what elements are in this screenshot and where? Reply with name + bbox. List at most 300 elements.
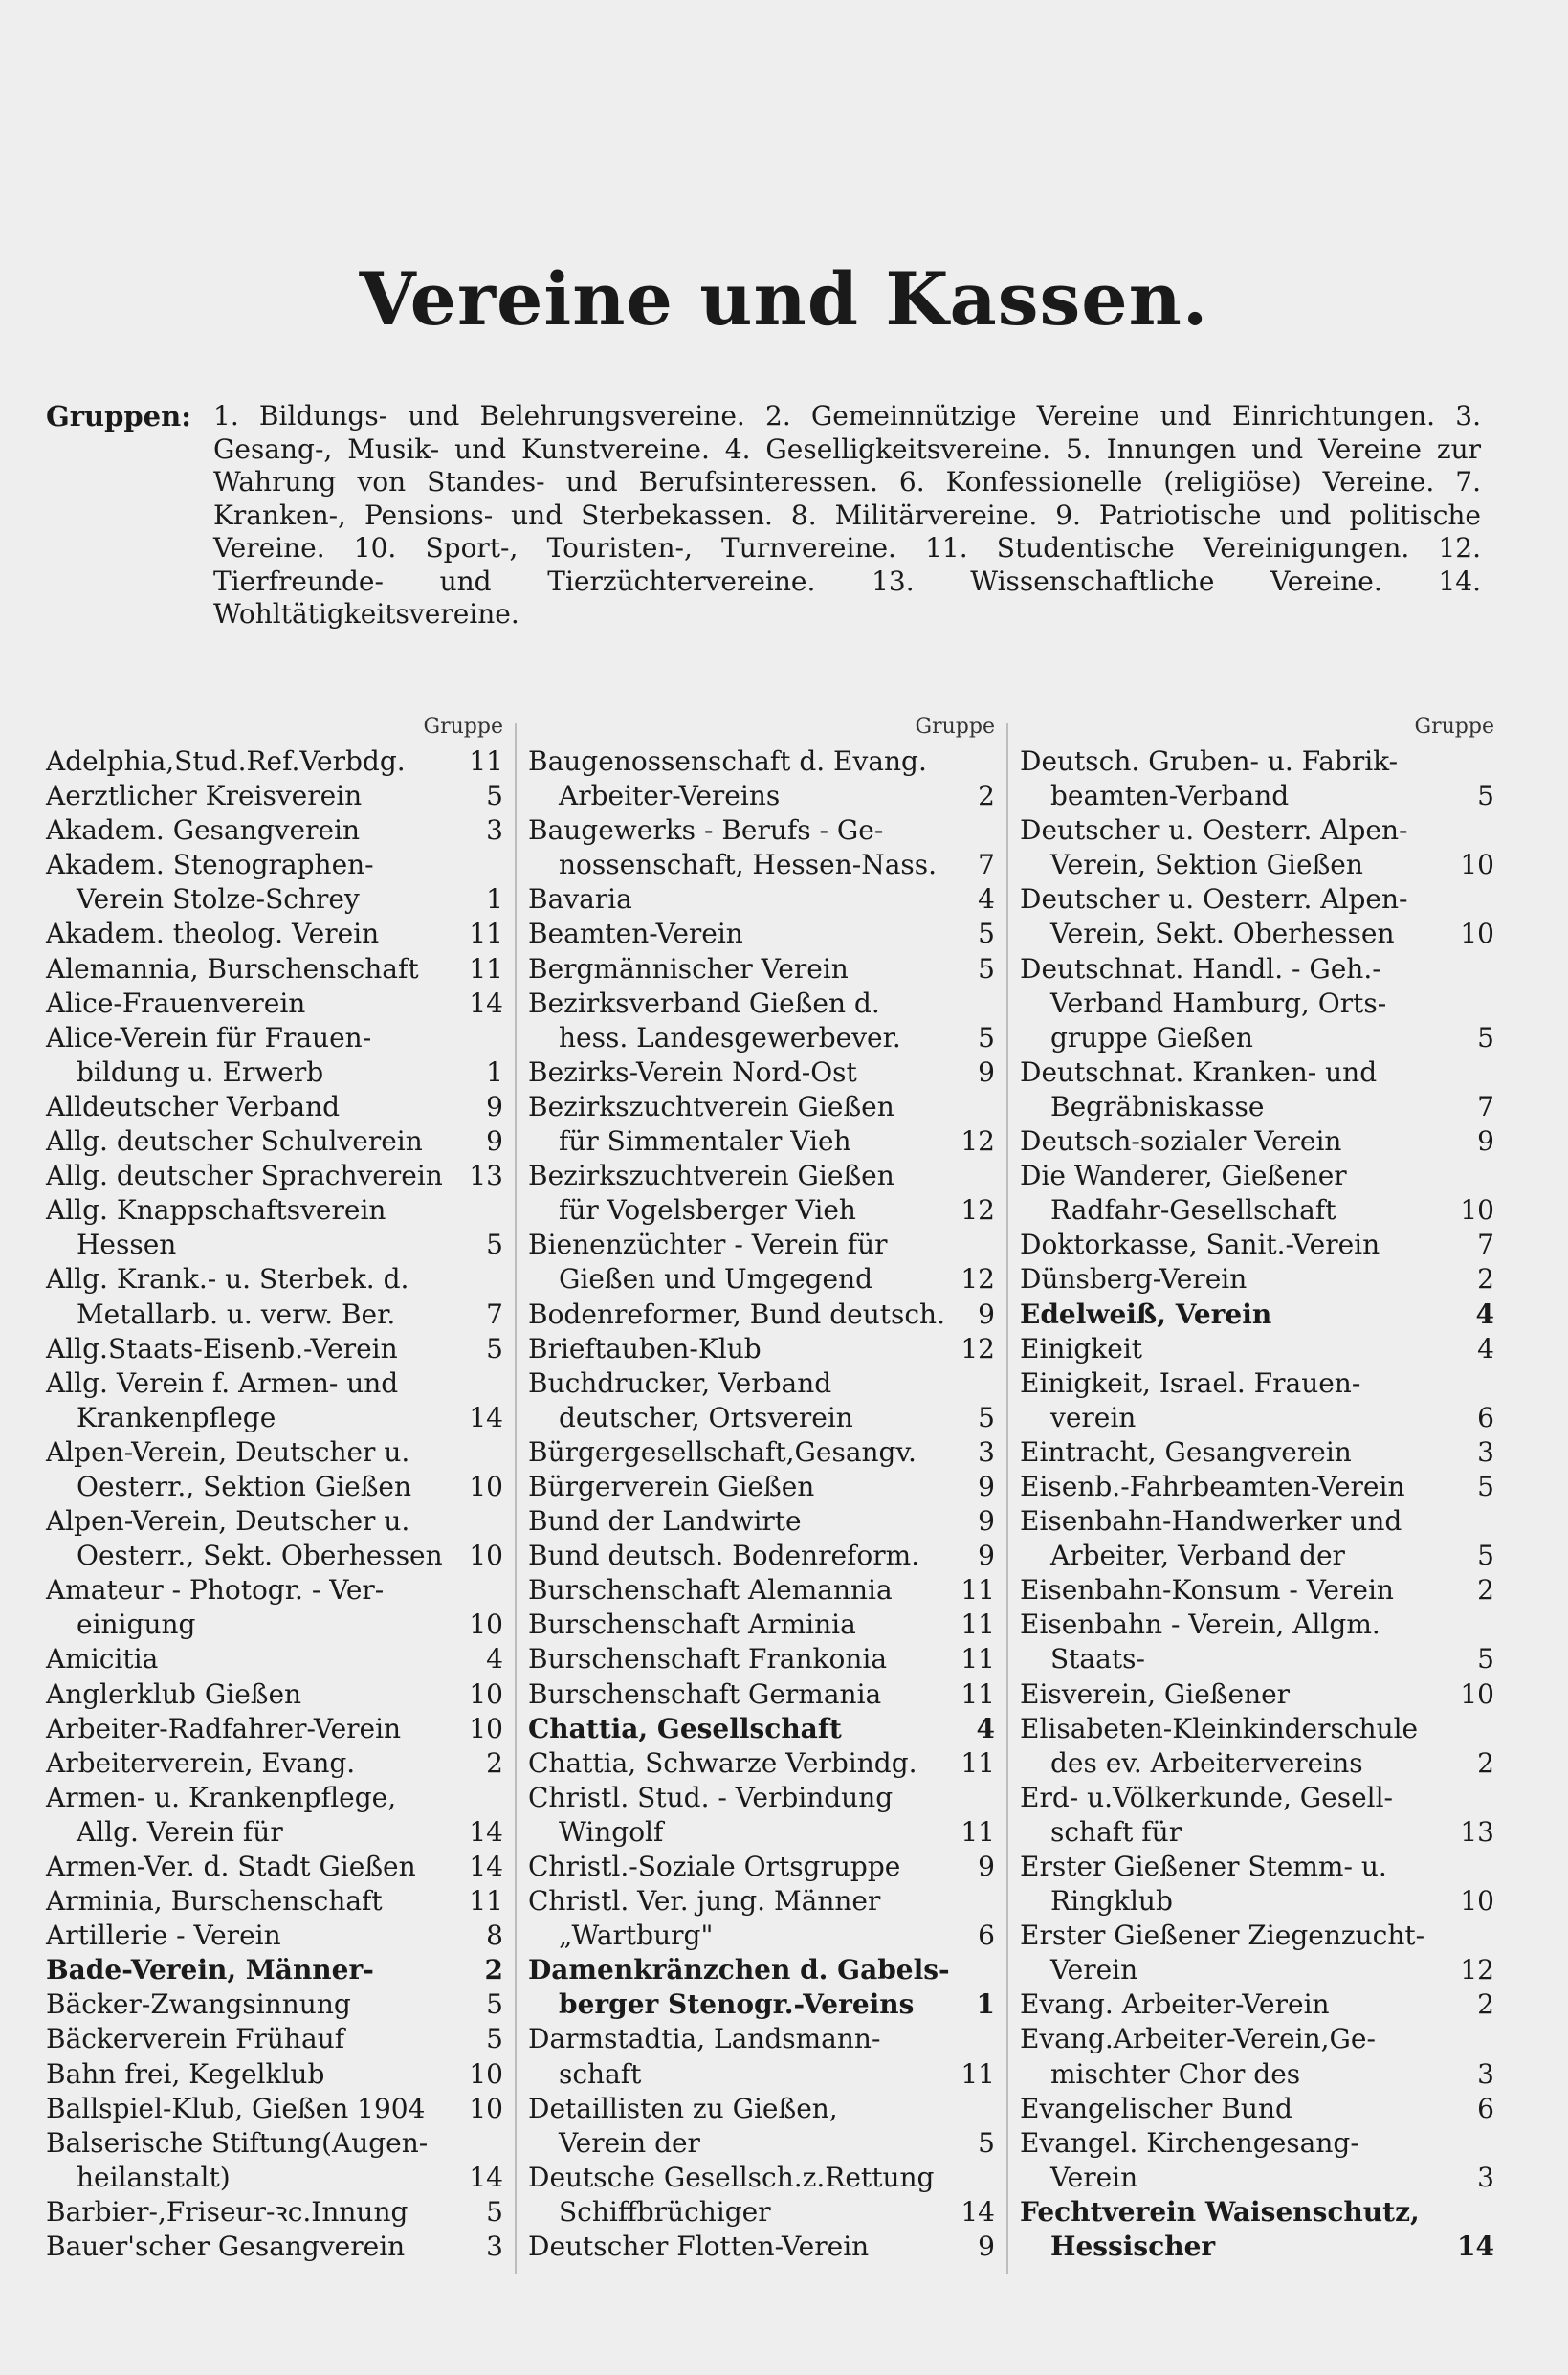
entry-group-number: 4 xyxy=(1475,1298,1494,1330)
index-entry xyxy=(1020,1987,1496,2022)
entry-name-line: Eisenbahn-Handwerker und xyxy=(1020,1505,1402,1538)
index-entry xyxy=(528,1090,997,1159)
entry-name-line: nossenschaft, Hessen-Nass. xyxy=(559,849,938,881)
entry-name-line: Allg. Verein f. Armen- und xyxy=(46,1366,399,1399)
entry-name-line: berger Stenogr.-Vereins xyxy=(559,1988,915,2021)
entry-name-line: Artillerie - Verein xyxy=(46,1920,281,1952)
entry-group-number: 10 xyxy=(1460,1885,1494,1918)
entry-name-line: Arminia, Burschenschaft xyxy=(46,1885,383,1918)
entry-name-line: Evang.Arbeiter-Verein,Ge- xyxy=(1020,2023,1376,2055)
index-entry xyxy=(1020,1712,1496,1781)
entry-group-number: 11 xyxy=(961,1643,995,1676)
index-entry xyxy=(528,1298,997,1332)
entry-group-number: 4 xyxy=(1477,1332,1494,1365)
entry-group-number: 3 xyxy=(1477,2161,1494,2193)
entry-group-number: 10 xyxy=(469,2092,503,2124)
entry-group-number: 9 xyxy=(978,1851,995,1882)
index-entry xyxy=(528,1332,997,1366)
index-entry xyxy=(46,1021,505,1090)
entry-name-line: Erster Gießener Stemm- u. xyxy=(1020,1851,1387,1882)
index-entry xyxy=(528,952,997,987)
entry-group-number: 5 xyxy=(978,1021,995,1054)
index-entry xyxy=(46,1193,505,1262)
entry-group-number: 14 xyxy=(469,1401,503,1433)
entry-group-number: 5 xyxy=(1477,1643,1494,1676)
entry-name-line: Bäckerverein Frühauf xyxy=(46,2023,345,2055)
entry-group-number: 12 xyxy=(1460,1954,1494,1987)
entry-name-line: Hessischer xyxy=(1050,2231,1216,2263)
index-column-1 xyxy=(46,710,505,2264)
entry-name-line: Burschenschaft Arminia xyxy=(528,1609,856,1641)
entry-group-number: 2 xyxy=(1477,1746,1494,1779)
groups-label: Gruppen: xyxy=(46,400,191,433)
index-entry xyxy=(46,1884,505,1919)
entry-group-number: 5 xyxy=(978,918,995,950)
entry-group-number: 5 xyxy=(978,1401,995,1433)
index-entry xyxy=(528,882,997,917)
index-entry xyxy=(46,1953,505,1987)
entry-group-number: 14 xyxy=(961,2195,995,2228)
entry-name-line: Deutscher Flotten-Verein xyxy=(528,2231,870,2263)
entry-group-number: 14 xyxy=(469,2161,503,2193)
entry-name-line: Verein, Sektion Gießen xyxy=(1050,849,1363,881)
entry-group-number: 14 xyxy=(1457,2231,1494,2263)
entry-group-number: 5 xyxy=(1477,780,1494,812)
entry-group-number: 12 xyxy=(961,1332,995,1365)
entry-name-line: Arbeiterverein, Evang. xyxy=(46,1746,356,1779)
index-entry xyxy=(46,952,505,987)
entry-name-line: Brieftauben-Klub xyxy=(528,1332,762,1365)
entry-name-line: Deutsch. Gruben- u. Fabrik- xyxy=(1020,745,1399,777)
entry-group-number: 2 xyxy=(1477,1574,1494,1607)
entry-name-line: Doktorkasse, Sanit.-Verein xyxy=(1020,1229,1380,1261)
entry-name-line: Evang. Arbeiter-Verein xyxy=(1020,1988,1330,2021)
entry-group-number: 10 xyxy=(1460,1194,1494,1227)
index-entry xyxy=(1020,2022,1496,2091)
entry-group-number: 12 xyxy=(961,1263,995,1296)
entry-group-number: 5 xyxy=(486,1229,503,1261)
index-entry xyxy=(1020,2126,1496,2195)
entry-group-number: 11 xyxy=(961,1609,995,1641)
entry-name-line: Eintracht, Gesangverein xyxy=(1020,1435,1352,1468)
index-entry xyxy=(1020,1470,1496,1504)
entry-group-number: 3 xyxy=(486,2231,503,2263)
index-entry xyxy=(1020,1504,1496,1573)
entry-name-line: Bund deutsch. Bodenreform. xyxy=(528,1540,920,1572)
entry-name-line: Edelweiß, Verein xyxy=(1020,1298,1272,1330)
index-entry xyxy=(528,813,997,882)
index-entry xyxy=(46,917,505,951)
entry-name-line: heilanstalt) xyxy=(77,2161,231,2193)
entry-name-line: Bäcker-Zwangsinnung xyxy=(46,1988,351,2021)
index-entry xyxy=(1020,1573,1496,1608)
entry-name-line: Allg. Knappschaftsverein xyxy=(46,1194,386,1227)
entry-name-line: Elisabeten-Kleinkinderschule xyxy=(1020,1712,1419,1744)
index-entry xyxy=(1020,813,1496,882)
entry-group-number: 7 xyxy=(1477,1229,1494,1261)
entry-group-number: 11 xyxy=(961,1815,995,1848)
entry-name-line: Fechtverein Waisenschutz, xyxy=(1020,2195,1420,2228)
index-entry xyxy=(528,1228,997,1297)
entry-name-line: Chattia, Schwarze Verbindg. xyxy=(528,1746,917,1779)
index-entry xyxy=(46,2126,505,2195)
column-header: Gruppe xyxy=(1414,715,1494,739)
entry-group-number: 5 xyxy=(486,1332,503,1365)
entry-name-line: deutscher, Ortsverein xyxy=(559,1401,853,1433)
index-entry xyxy=(1020,1366,1496,1435)
entry-group-number: 9 xyxy=(1477,1125,1494,1158)
entry-name-line: Amateur - Photogr. - Ver- xyxy=(46,1574,385,1607)
entry-name-line: beamten-Verband xyxy=(1050,780,1290,812)
entry-name-line: Christl.-Soziale Ortsgruppe xyxy=(528,1851,901,1882)
entry-name-line: Akadem. Gesangverein xyxy=(46,814,361,847)
entry-name-line: Ballspiel-Klub, Gießen 1904 xyxy=(46,2092,426,2124)
index-entry xyxy=(46,848,505,917)
entry-name-line: Deutscher u. Oesterr. Alpen- xyxy=(1020,883,1408,916)
entry-name-line: Arbeiter, Verband der xyxy=(1050,1540,1345,1572)
index-entry xyxy=(1020,1332,1496,1366)
entry-group-number: 10 xyxy=(469,1470,503,1502)
entry-name-line: bildung u. Erwerb xyxy=(77,1055,324,1088)
index-entry xyxy=(46,1090,505,1124)
index-entry xyxy=(1020,1262,1496,1297)
entry-group-number: 13 xyxy=(1460,1815,1494,1848)
entry-name-line: Evangelischer Bund xyxy=(1020,2092,1292,2124)
entry-name-line: Bezirkszuchtverein Gießen xyxy=(528,1090,894,1122)
entry-name-line: Christl. Stud. - Verbindung xyxy=(528,1781,894,1813)
entry-group-number: 10 xyxy=(1460,918,1494,950)
entry-group-number: 12 xyxy=(961,1125,995,1158)
entry-name-line: Alemannia, Burschenschaft xyxy=(46,952,419,985)
entry-group-number: 10 xyxy=(469,1609,503,1641)
index-entry xyxy=(528,1608,997,1642)
entry-name-line: Begräbniskasse xyxy=(1050,1090,1265,1122)
index-entry xyxy=(528,2022,997,2091)
entry-group-number: 11 xyxy=(961,1574,995,1607)
entry-name-line: Deutschnat. Kranken- und xyxy=(1020,1055,1378,1088)
column-header: Gruppe xyxy=(423,715,503,739)
entry-name-line: Armen-Ver. d. Stadt Gießen xyxy=(46,1851,416,1882)
entry-name-line: Alpen-Verein, Deutscher u. xyxy=(46,1505,410,1538)
index-entry xyxy=(46,2230,505,2264)
groups-text: 1. Bildungs- und Belehrungsvereine. 2. Gemeinnützige Vereine und Einrichtungen. 3. Gesang-, Musik- und Kunstvereine. 4. Geselligkeitsvereine. 5. Innungen und Vereine zur Wahrung von Standes- und Berufsinteressen. 6. Konfessionelle (religiöse) Vereine. 7. Kranken-, Pensions- und Sterbekassen. 8. Militärvereine. 9. Patriotische und politische Vereine. 10. Sport-, Touristen-, Turnvereine. 11. Studentische Vereinigungen. 12. Tierfreunde- und Tierzüchtervereine. 13. Wissenschaftliche Vereine. 14. Wohltätigkeitsvereine. xyxy=(213,400,1481,630)
index-entry xyxy=(528,744,997,813)
entry-name-line: Oesterr., Sekt. Oberhessen xyxy=(77,1540,443,1572)
entry-name-line: Burschenschaft Germania xyxy=(528,1677,882,1710)
entry-name-line: Bavaria xyxy=(528,883,632,916)
entry-group-number: 2 xyxy=(486,1746,503,1779)
entry-name-line: Barbier-,Friseur-ꝛc.Innung xyxy=(46,2195,409,2228)
entry-name-line: Krankenpflege xyxy=(77,1401,276,1433)
entry-name-line: Verband Hamburg, Orts- xyxy=(1050,987,1387,1019)
index-entry xyxy=(46,1435,505,1504)
entry-name-line: Bade-Verein, Männer- xyxy=(46,1954,374,1987)
entry-group-number: 7 xyxy=(486,1298,503,1330)
entry-name-line: Die Wanderer, Gießener xyxy=(1020,1160,1347,1192)
entry-name-line: Arbeiter-Radfahrer-Verein xyxy=(46,1712,402,1744)
entry-group-number: 5 xyxy=(978,952,995,985)
entry-name-line: Gießen und Umgegend xyxy=(559,1263,873,1296)
entry-group-number: 9 xyxy=(978,2231,995,2263)
entry-name-line: Burschenschaft Alemannia xyxy=(528,1574,893,1607)
entry-group-number: 14 xyxy=(469,987,503,1019)
index-entry xyxy=(528,1850,997,1884)
index-entry xyxy=(46,2195,505,2230)
index-entry xyxy=(46,1366,505,1435)
index-entry xyxy=(528,1677,997,1712)
entry-name-line: Akadem. theolog. Verein xyxy=(46,918,380,950)
index-entry xyxy=(528,1953,997,2022)
entry-group-number: 9 xyxy=(486,1090,503,1122)
entry-name-line: Allg. deutscher Schulverein xyxy=(46,1125,423,1158)
entry-name-line: Eisenbahn - Verein, Allgm. xyxy=(1020,1609,1380,1641)
index-entry xyxy=(528,2161,997,2230)
entry-group-number: 11 xyxy=(961,1677,995,1710)
entry-group-number: 14 xyxy=(469,1815,503,1848)
entry-group-number: 5 xyxy=(486,2023,503,2055)
entry-group-number: 4 xyxy=(486,1643,503,1676)
entry-name-line: Bezirks-Verein Nord-Ost xyxy=(528,1055,857,1088)
entry-group-number: 10 xyxy=(469,1712,503,1744)
entry-name-line: Metallarb. u. verw. Ber. xyxy=(77,1298,396,1330)
entry-group-number: 9 xyxy=(486,1125,503,1158)
entry-group-number: 4 xyxy=(976,1712,995,1744)
entry-name-line: Bürgerverein Gießen xyxy=(528,1470,815,1502)
entry-group-number: 9 xyxy=(978,1540,995,1572)
entry-group-number: 4 xyxy=(978,883,995,916)
entry-name-line: Ringklub xyxy=(1050,1885,1173,1918)
index-entry xyxy=(46,779,505,813)
index-entry xyxy=(46,1124,505,1159)
index-entry xyxy=(528,1712,997,1746)
entry-group-number: 1 xyxy=(976,1988,995,2021)
index-entry xyxy=(528,1573,997,1608)
entry-name-line: Schiffbrüchiger xyxy=(559,2195,771,2228)
entry-group-number: 10 xyxy=(1460,1677,1494,1710)
entry-name-line: gruppe Gießen xyxy=(1050,1021,1253,1054)
index-entry xyxy=(1020,1298,1496,1332)
entry-group-number: 11 xyxy=(469,1885,503,1918)
entry-name-line: Erster Gießener Ziegenzucht- xyxy=(1020,1920,1425,1952)
entry-name-line: für Simmentaler Vieh xyxy=(559,1125,851,1158)
index-entry xyxy=(46,1332,505,1366)
entry-name-line: Baugenossenschaft d. Evang. xyxy=(528,745,927,777)
entry-group-number: 2 xyxy=(484,1954,503,1987)
entry-group-number: 8 xyxy=(486,1920,503,1952)
entry-group-number: 10 xyxy=(1460,849,1494,881)
index-entry xyxy=(528,1781,997,1850)
entry-group-number: 5 xyxy=(486,1988,503,2021)
index-entry xyxy=(528,1504,997,1539)
index-entry xyxy=(528,1539,997,1573)
index-column-3 xyxy=(1020,710,1496,2264)
index-entry xyxy=(46,1987,505,2022)
index-entry xyxy=(1020,1228,1496,1262)
entry-name-line: Alice-Frauenverein xyxy=(46,987,306,1019)
entry-name-line: Verein xyxy=(1050,1954,1138,1987)
index-entry xyxy=(46,1850,505,1884)
index-entry xyxy=(1020,1781,1496,1850)
entry-name-line: Eisverein, Gießener xyxy=(1020,1677,1291,1710)
entry-name-line: Anglerklub Gießen xyxy=(46,1677,302,1710)
entry-name-line: Bergmännischer Verein xyxy=(528,952,849,985)
index-entry xyxy=(1020,952,1496,1055)
entry-name-line: Balserische Stiftung(Augen- xyxy=(46,2126,429,2159)
entry-group-number: 5 xyxy=(978,2126,995,2159)
index-entry xyxy=(46,1919,505,1953)
index-entry xyxy=(528,1884,997,1953)
entry-name-line: Deutsche Gesellsch.z.Rettung xyxy=(528,2161,935,2193)
index-entry xyxy=(46,813,505,848)
entry-name-line: Einigkeit xyxy=(1020,1332,1143,1365)
index-entry xyxy=(528,1746,997,1781)
page-title: Vereine und Kassen. xyxy=(359,256,1209,342)
entry-name-line: „Wartburg" xyxy=(559,1920,714,1952)
index-entry xyxy=(1020,1677,1496,1712)
entry-name-line: Chattia, Gesellschaft xyxy=(528,1712,842,1744)
entry-group-number: 9 xyxy=(978,1055,995,1088)
entry-name-line: Evangel. Kirchengesang- xyxy=(1020,2126,1359,2159)
index-entry xyxy=(528,1366,997,1435)
entry-group-number: 11 xyxy=(961,1746,995,1779)
entry-group-number: 5 xyxy=(1477,1021,1494,1054)
index-entry xyxy=(1020,2195,1496,2264)
column-divider xyxy=(1006,723,1008,2274)
entry-name-line: schaft für xyxy=(1050,1815,1182,1848)
entry-name-line: Erd- u.Völkerkunde, Gesell- xyxy=(1020,1781,1394,1813)
index-entry xyxy=(46,1781,505,1850)
entry-name-line: hess. Landesgewerbever. xyxy=(559,1021,901,1054)
entry-name-line: Bienenzüchter - Verein für xyxy=(528,1229,888,1261)
entry-group-number: 11 xyxy=(469,952,503,985)
entry-group-number: 9 xyxy=(978,1298,995,1330)
index-entry xyxy=(46,1262,505,1331)
entry-name-line: Alldeutscher Verband xyxy=(46,1090,341,1122)
entry-group-number: 10 xyxy=(469,1540,503,1572)
entry-name-line: Bürgergesellschaft,Gesangv. xyxy=(528,1435,917,1468)
entry-group-number: 11 xyxy=(469,918,503,950)
index-entry xyxy=(46,1677,505,1712)
index-entry xyxy=(46,1504,505,1573)
entry-name-line: Bund der Landwirte xyxy=(528,1505,802,1538)
entry-name-line: Alpen-Verein, Deutscher u. xyxy=(46,1435,410,1468)
entry-group-number: 3 xyxy=(1477,1435,1494,1468)
entry-group-number: 5 xyxy=(1477,1470,1494,1502)
index-entry xyxy=(46,744,505,779)
column-header: Gruppe xyxy=(915,715,995,739)
entry-group-number: 11 xyxy=(961,2057,995,2090)
entry-name-line: Bodenreformer, Bund deutsch. xyxy=(528,1298,945,1330)
entry-name-line: schaft xyxy=(559,2057,642,2090)
entry-name-line: Arbeiter-Vereins xyxy=(559,780,781,812)
entry-name-line: Alice-Verein für Frauen- xyxy=(46,1021,372,1054)
entry-group-number: 12 xyxy=(961,1194,995,1227)
groups-legend xyxy=(46,400,1481,632)
index-entry xyxy=(46,2092,505,2126)
index-entry xyxy=(1020,1850,1496,1919)
index-entry xyxy=(1020,1919,1496,1987)
entry-name-line: Deutscher u. Oesterr. Alpen- xyxy=(1020,814,1408,847)
index-entry xyxy=(528,1159,997,1228)
entry-name-line: Armen- u. Krankenpflege, xyxy=(46,1781,397,1813)
entry-name-line: Beamten-Verein xyxy=(528,918,743,950)
entry-name-line: Detaillisten zu Gießen, xyxy=(528,2092,838,2124)
index-entry xyxy=(46,1712,505,1746)
entry-name-line: verein xyxy=(1050,1401,1137,1433)
entry-group-number: 6 xyxy=(978,1920,995,1952)
index-entry xyxy=(528,1470,997,1504)
entry-group-number: 10 xyxy=(469,1677,503,1710)
index-entry xyxy=(1020,744,1496,813)
index-entry xyxy=(46,2022,505,2056)
index-entry xyxy=(528,2230,997,2264)
index-entry xyxy=(528,2092,997,2161)
entry-name-line: Eisenb.-Fahrbeamten-Verein xyxy=(1020,1470,1405,1502)
entry-group-number: 2 xyxy=(978,780,995,812)
entry-name-line: Akadem. Stenographen- xyxy=(46,849,374,881)
entry-name-line: Dünsberg-Verein xyxy=(1020,1263,1248,1296)
index-column-2 xyxy=(528,710,997,2264)
entry-group-number: 5 xyxy=(1477,1540,1494,1572)
entry-name-line: Bezirkszuchtverein Gießen xyxy=(528,1160,894,1192)
entry-name-line: Einigkeit, Israel. Frauen- xyxy=(1020,1366,1361,1399)
entry-name-line: Bahn frei, Kegelklub xyxy=(46,2057,325,2090)
entry-group-number: 11 xyxy=(469,745,503,777)
entry-name-line: Adelphia,Stud.Ref.Verbdg. xyxy=(46,745,406,777)
entry-group-number: 2 xyxy=(1477,1263,1494,1296)
index-entry xyxy=(46,2057,505,2092)
entry-name-line: für Vogelsberger Vieh xyxy=(559,1194,856,1227)
entry-name-line: Damenkränzchen d. Gabels- xyxy=(528,1954,950,1987)
entry-name-line: Verein, Sekt. Oberhessen xyxy=(1050,918,1395,950)
index-entry xyxy=(528,917,997,951)
index-entry xyxy=(528,1642,997,1676)
entry-group-number: 1 xyxy=(486,1055,503,1088)
entry-name-line: Darmstadtia, Landsmann- xyxy=(528,2023,881,2055)
entry-name-line: Aerztlicher Kreisverein xyxy=(46,780,363,812)
entry-name-line: Verein Stolze-Schrey xyxy=(77,883,360,916)
column-divider xyxy=(515,723,517,2274)
index-entry xyxy=(46,1642,505,1676)
entry-name-line: Bezirksverband Gießen d. xyxy=(528,987,880,1019)
entry-group-number: 10 xyxy=(469,2057,503,2090)
index-entry xyxy=(1020,2092,1496,2126)
entry-group-number: 7 xyxy=(978,849,995,881)
entry-group-number: 2 xyxy=(1477,1988,1494,2021)
entry-name-line: Allg. deutscher Sprachverein xyxy=(46,1160,443,1192)
entry-name-line: Radfahr-Gesellschaft xyxy=(1050,1194,1336,1227)
entry-group-number: 3 xyxy=(1477,2057,1494,2090)
entry-group-number: 3 xyxy=(978,1435,995,1468)
index-entry xyxy=(1020,1124,1496,1159)
entry-group-number: 5 xyxy=(486,2195,503,2228)
entry-name-line: Christl. Ver. jung. Männer xyxy=(528,1885,881,1918)
entry-name-line: Baugewerks - Berufs - Ge- xyxy=(528,814,884,847)
entry-group-number: 13 xyxy=(469,1160,503,1192)
index-entry xyxy=(1020,1608,1496,1676)
entry-name-line: Burschenschaft Frankonia xyxy=(528,1643,888,1676)
index-entry xyxy=(1020,1159,1496,1228)
entry-group-number: 5 xyxy=(486,780,503,812)
entry-group-number: 14 xyxy=(469,1851,503,1882)
index-entry xyxy=(46,987,505,1021)
index-entry xyxy=(1020,1435,1496,1470)
entry-group-number: 9 xyxy=(978,1470,995,1502)
entry-name-line: Allg. Krank.- u. Sterbek. d. xyxy=(46,1263,409,1296)
entry-name-line: Deutsch-sozialer Verein xyxy=(1020,1125,1342,1158)
entry-name-line: Staats- xyxy=(1050,1643,1145,1676)
index-entry xyxy=(46,1573,505,1642)
